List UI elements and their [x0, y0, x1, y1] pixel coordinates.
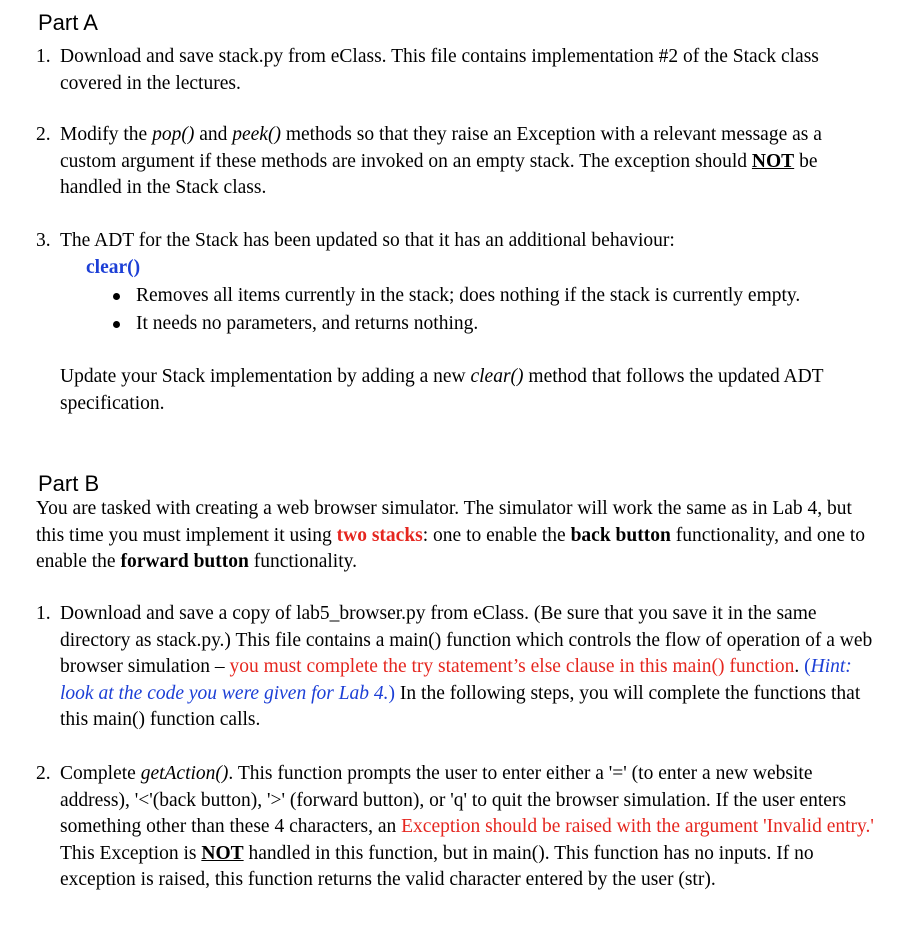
- item-number: 3.: [36, 230, 51, 251]
- item-number: 1.: [36, 46, 51, 67]
- pop-method-name: pop(): [152, 124, 195, 145]
- item-number: 1.: [36, 603, 51, 624]
- part-b-item-2: [36, 761, 876, 894]
- back-button-emphasis: back button: [570, 524, 671, 546]
- red-instruction: you must complete the try statement’s else clause in this main() function: [229, 656, 795, 677]
- item-number: 2.: [36, 763, 51, 784]
- peek-method-name: peek(): [232, 124, 281, 145]
- not-emphasis: NOT: [751, 150, 795, 172]
- part-a-item-1: [36, 44, 876, 97]
- item-text: Download and save stack.py from eClass. This file contains implementation #2 of the Stack class covered in the lectures.: [60, 46, 819, 94]
- red-instruction: Exception should be raised with the argument 'Invalid entry.': [401, 816, 874, 837]
- clear-method-heading: clear(): [86, 257, 141, 278]
- get-action-function-name: getAction(): [140, 763, 229, 784]
- clear-method-bullets: [110, 282, 800, 338]
- part-a-item-2: [36, 122, 876, 202]
- two-stacks-emphasis: two stacks: [336, 524, 423, 546]
- update-instruction: Update your Stack implementation by adding a new clear() method that follows the updated ADT specification.: [60, 366, 824, 414]
- part-b-heading: Part B: [38, 471, 100, 496]
- part-b-item-1: [36, 601, 876, 734]
- bullet-item: It needs no parameters, and returns nothing.: [110, 310, 800, 338]
- part-b-intro: You are tasked with creating a web browser simulator. The simulator will work the same as in Lab 4, but this time you must implement it using two stacks: one to enable the back button functionality, and one to enable the forward button functionality.: [36, 498, 866, 572]
- item-text: The ADT for the Stack has been updated so that it has an additional behaviour:: [60, 230, 675, 251]
- hint-text: Hint: look at the code you were given for Lab 4.: [60, 656, 852, 704]
- not-emphasis: NOT: [201, 842, 244, 864]
- clear-method-name: clear(): [470, 366, 524, 387]
- item-number: 2.: [36, 124, 51, 145]
- part-a-item-3: [36, 228, 876, 255]
- forward-button-emphasis: forward button: [120, 551, 249, 572]
- bullet-item: Removes all items currently in the stack; does nothing if the stack is currently empty.: [110, 282, 800, 310]
- part-a-heading: Part A: [38, 10, 98, 35]
- item-text: Modify the pop() and peek() methods so that they raise an Exception with a relevant message as a custom argument if these methods are invoked on an empty stack. The exception should NOT be handled in the Stack class.: [60, 124, 822, 198]
- item-text: Download and save a copy of lab5_browser.py from eClass. (Be sure that you save it in the same directory as stack.py.) This file contains a main() function which controls the flow of operation of a web browser simulation – you must complete the try statement’s else clause in this main() function. (Hint: look at the code you were given for Lab 4.) In the following steps, you will complete the functions that this main() function calls.: [60, 603, 873, 730]
- item-text: Complete getAction(). This function prompts the user to enter either a '=' (to enter a new website address), '<'(back button), '>' (forward button), or 'q' to quit the browser simulation. If the user enters something other than these 4 characters, an Exception should be raised with the argument 'Invalid entry.' This Exception is NOT handled in this function, but in main(). This function has no inputs. If no exception is raised, this function returns the valid character entered by the user (str).: [60, 763, 874, 890]
